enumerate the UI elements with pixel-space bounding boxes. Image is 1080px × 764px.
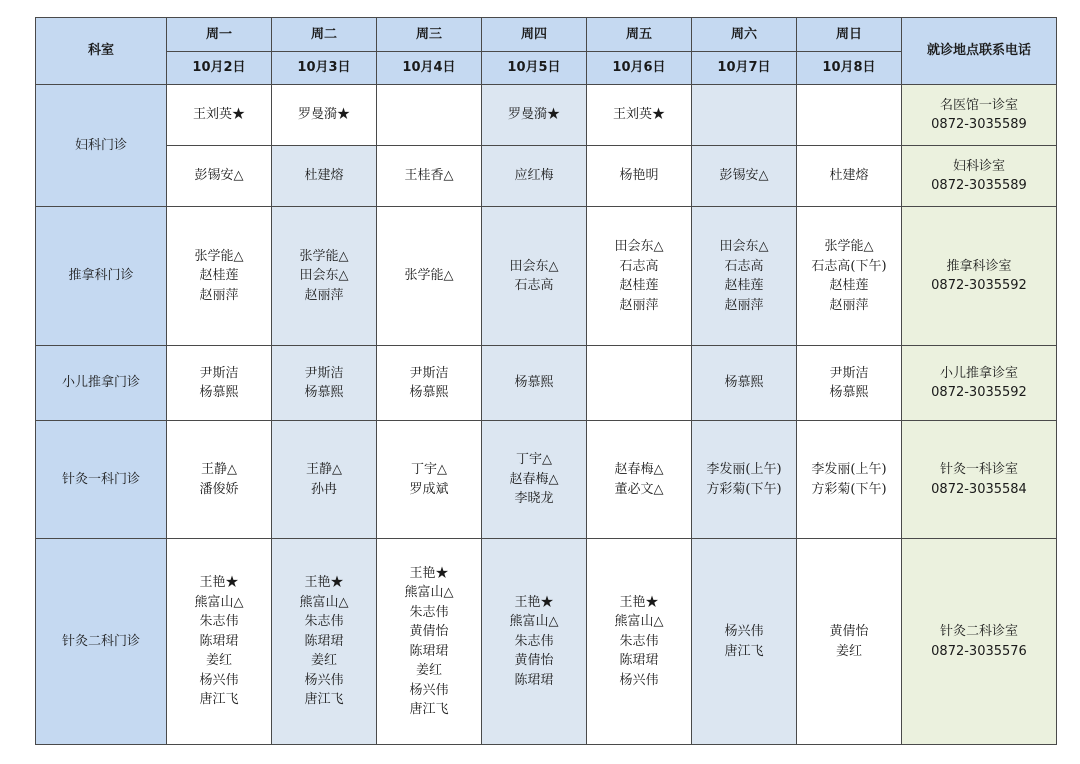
dept-cell: 针灸二科门诊 — [36, 539, 167, 745]
doctor-cell: 彭锡安△ — [692, 146, 797, 207]
doctor-cell: 王艳★ 熊富山△ 朱志伟 黄倩怡 陈珺珺 姜红 杨兴伟 唐江飞 — [377, 539, 482, 745]
doctor-cell: 李发丽(上午) 方彩菊(下午) — [797, 421, 902, 539]
header-date: 10月8日 — [797, 52, 902, 85]
doctor-cell: 彭锡安△ — [167, 146, 272, 207]
doctor-cell: 田会东△ 石志高 赵桂莲 赵丽萍 — [587, 207, 692, 346]
header-weekday: 周二 — [272, 18, 377, 52]
doctor-cell — [692, 85, 797, 146]
dept-cell: 推拿科门诊 — [36, 207, 167, 346]
schedule-table — [35, 17, 1057, 745]
header-location: 就诊地点联系电话 — [902, 18, 1057, 85]
location-cell: 名医馆一诊室 0872-3035589 — [902, 85, 1057, 146]
location-cell: 妇科诊室 0872-3035589 — [902, 146, 1057, 207]
doctor-cell: 王桂香△ — [377, 146, 482, 207]
doctor-cell: 王刘英★ — [587, 85, 692, 146]
doctor-cell: 李发丽(上午) 方彩菊(下午) — [692, 421, 797, 539]
doctor-cell — [797, 85, 902, 146]
dept-cell: 针灸一科门诊 — [36, 421, 167, 539]
doctor-cell: 罗曼漪★ — [482, 85, 587, 146]
doctor-cell: 田会东△ 石志高 赵桂莲 赵丽萍 — [692, 207, 797, 346]
location-cell: 推拿科诊室 0872-3035592 — [902, 207, 1057, 346]
header-weekday: 周日 — [797, 18, 902, 52]
doctor-cell: 应红梅 — [482, 146, 587, 207]
doctor-cell: 王刘英★ — [167, 85, 272, 146]
doctor-cell: 杨兴伟 唐江飞 — [692, 539, 797, 745]
table-row — [36, 146, 1057, 207]
dept-cell: 小儿推拿门诊 — [36, 346, 167, 421]
header-weekday: 周六 — [692, 18, 797, 52]
header-date: 10月7日 — [692, 52, 797, 85]
doctor-cell: 罗曼漪★ — [272, 85, 377, 146]
header-weekday: 周四 — [482, 18, 587, 52]
doctor-cell: 丁宇△ 罗成斌 — [377, 421, 482, 539]
header-weekday: 周一 — [167, 18, 272, 52]
doctor-cell: 张学能△ 石志高(下午) 赵桂莲 赵丽萍 — [797, 207, 902, 346]
header-date: 10月2日 — [167, 52, 272, 85]
location-cell: 小儿推拿诊室 0872-3035592 — [902, 346, 1057, 421]
doctor-cell: 王静△ 潘俊娇 — [167, 421, 272, 539]
doctor-cell: 杨慕熙 — [692, 346, 797, 421]
header-dept: 科室 — [36, 18, 167, 85]
header-date: 10月4日 — [377, 52, 482, 85]
doctor-cell — [377, 85, 482, 146]
doctor-cell: 赵春梅△ 董必文△ — [587, 421, 692, 539]
doctor-cell: 尹斯洁 杨慕熙 — [167, 346, 272, 421]
doctor-cell: 杜建熔 — [272, 146, 377, 207]
table-row — [36, 85, 1057, 146]
header-weekday: 周三 — [377, 18, 482, 52]
table-row — [36, 346, 1057, 421]
table-row — [36, 207, 1057, 346]
doctor-cell: 杨艳明 — [587, 146, 692, 207]
doctor-cell: 王艳★ 熊富山△ 朱志伟 黄倩怡 陈珺珺 — [482, 539, 587, 745]
doctor-cell: 黄倩怡 姜红 — [797, 539, 902, 745]
location-cell: 针灸一科诊室 0872-3035584 — [902, 421, 1057, 539]
doctor-cell: 王静△ 孙冉 — [272, 421, 377, 539]
doctor-cell: 王艳★ 熊富山△ 朱志伟 陈珺珺 姜红 杨兴伟 唐江飞 — [272, 539, 377, 745]
doctor-cell: 田会东△ 石志高 — [482, 207, 587, 346]
doctor-cell: 杨慕熙 — [482, 346, 587, 421]
doctor-cell: 杜建熔 — [797, 146, 902, 207]
header-date: 10月5日 — [482, 52, 587, 85]
doctor-cell: 张学能△ 田会东△ 赵丽萍 — [272, 207, 377, 346]
doctor-cell: 尹斯洁 杨慕熙 — [797, 346, 902, 421]
doctor-cell: 张学能△ — [377, 207, 482, 346]
doctor-cell: 尹斯洁 杨慕熙 — [272, 346, 377, 421]
doctor-cell: 丁宇△ 赵春梅△ 李晓龙 — [482, 421, 587, 539]
doctor-cell: 尹斯洁 杨慕熙 — [377, 346, 482, 421]
header-date: 10月6日 — [587, 52, 692, 85]
dept-cell: 妇科门诊 — [36, 85, 167, 207]
doctor-cell — [587, 346, 692, 421]
doctor-cell: 张学能△ 赵桂莲 赵丽萍 — [167, 207, 272, 346]
header-date: 10月3日 — [272, 52, 377, 85]
location-cell: 针灸二科诊室 0872-3035576 — [902, 539, 1057, 745]
doctor-cell: 王艳★ 熊富山△ 朱志伟 陈珺珺 姜红 杨兴伟 唐江飞 — [167, 539, 272, 745]
table-row — [36, 539, 1057, 745]
doctor-cell: 王艳★ 熊富山△ 朱志伟 陈珺珺 杨兴伟 — [587, 539, 692, 745]
table-row — [36, 421, 1057, 539]
header-weekday: 周五 — [587, 18, 692, 52]
